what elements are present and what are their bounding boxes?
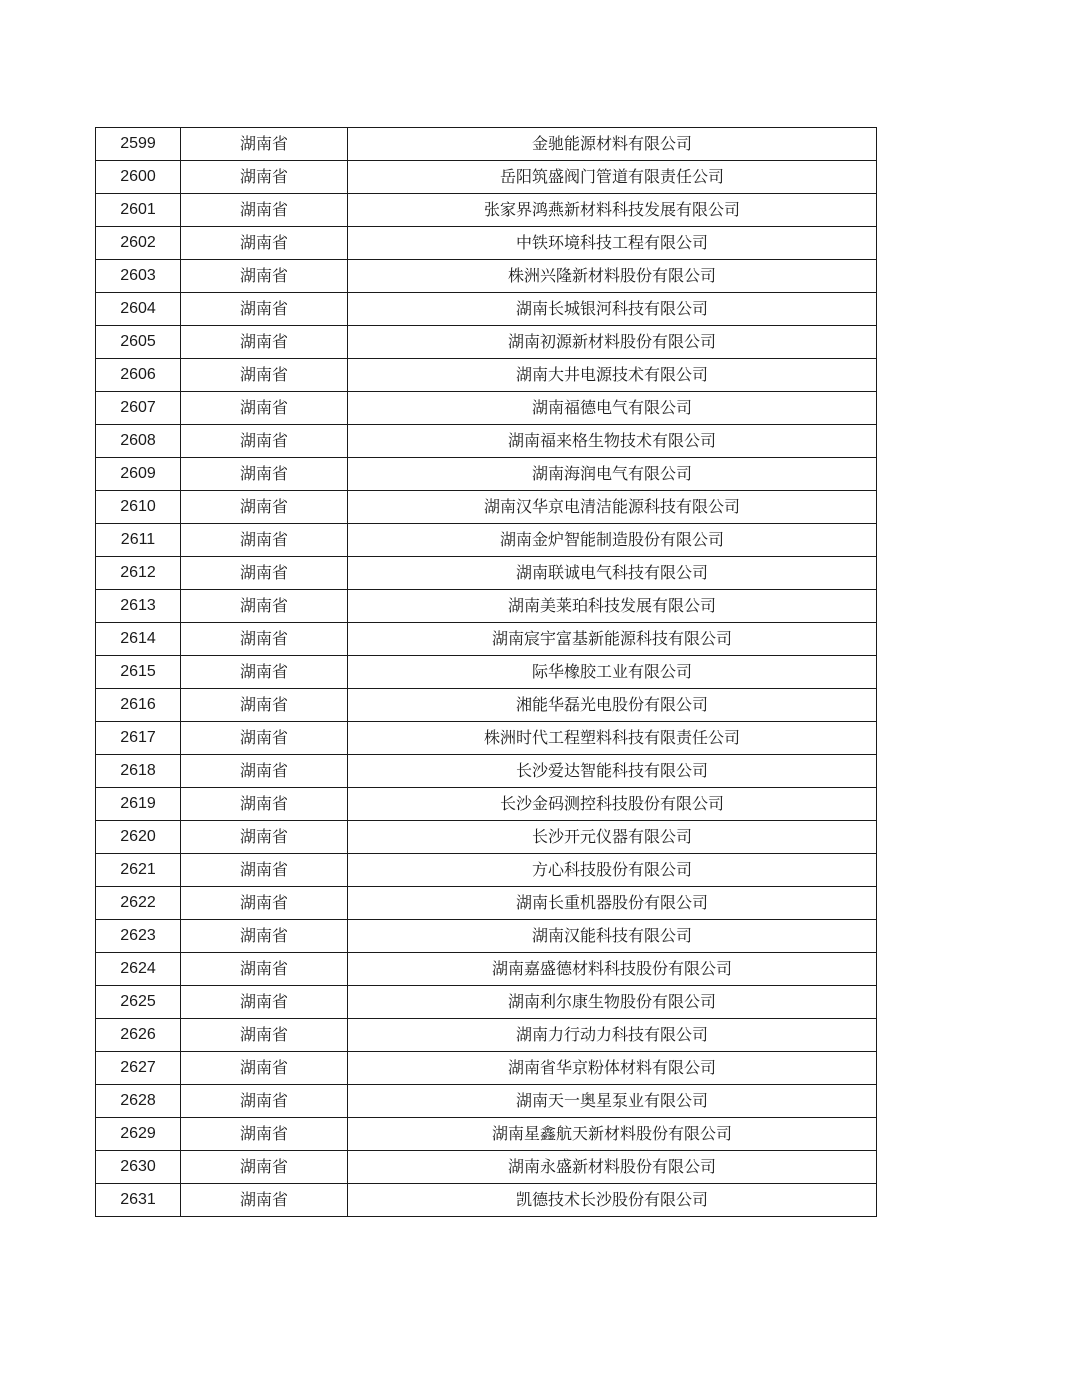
row-province: 湖南省 — [181, 359, 348, 392]
table-row — [96, 359, 877, 392]
table-row — [96, 1184, 877, 1217]
row-province: 湖南省 — [181, 821, 348, 854]
table-row — [96, 491, 877, 524]
row-company: 湖南大井电源技术有限公司 — [348, 359, 877, 392]
table-row — [96, 392, 877, 425]
table-row — [96, 887, 877, 920]
row-company: 湖南利尔康生物股份有限公司 — [348, 986, 877, 1019]
row-number: 2624 — [96, 953, 181, 986]
row-number: 2631 — [96, 1184, 181, 1217]
row-company: 金驰能源材料有限公司 — [348, 128, 877, 161]
row-company: 湖南嘉盛德材料科技股份有限公司 — [348, 953, 877, 986]
row-province: 湖南省 — [181, 656, 348, 689]
row-company: 湖南金炉智能制造股份有限公司 — [348, 524, 877, 557]
row-company: 湘能华磊光电股份有限公司 — [348, 689, 877, 722]
row-province: 湖南省 — [181, 887, 348, 920]
row-province: 湖南省 — [181, 260, 348, 293]
table-row — [96, 1019, 877, 1052]
row-province: 湖南省 — [181, 1052, 348, 1085]
row-company: 凯德技术长沙股份有限公司 — [348, 1184, 877, 1217]
row-number: 2608 — [96, 425, 181, 458]
table-row — [96, 821, 877, 854]
row-number: 2611 — [96, 524, 181, 557]
row-company: 湖南汉华京电清洁能源科技有限公司 — [348, 491, 877, 524]
row-company: 张家界鸿燕新材料科技发展有限公司 — [348, 194, 877, 227]
row-province: 湖南省 — [181, 986, 348, 1019]
row-province: 湖南省 — [181, 1019, 348, 1052]
row-company: 湖南星鑫航天新材料股份有限公司 — [348, 1118, 877, 1151]
row-company: 湖南初源新材料股份有限公司 — [348, 326, 877, 359]
company-list-body — [96, 128, 877, 1217]
row-province: 湖南省 — [181, 392, 348, 425]
row-province: 湖南省 — [181, 491, 348, 524]
row-province: 湖南省 — [181, 128, 348, 161]
row-company: 湖南天一奥星泵业有限公司 — [348, 1085, 877, 1118]
row-company: 湖南长城银河科技有限公司 — [348, 293, 877, 326]
table-row — [96, 722, 877, 755]
table-row — [96, 689, 877, 722]
row-number: 2620 — [96, 821, 181, 854]
row-province: 湖南省 — [181, 326, 348, 359]
row-number: 2617 — [96, 722, 181, 755]
row-number: 2600 — [96, 161, 181, 194]
row-company: 湖南永盛新材料股份有限公司 — [348, 1151, 877, 1184]
table-row — [96, 260, 877, 293]
row-number: 2605 — [96, 326, 181, 359]
row-company: 长沙爱达智能科技有限公司 — [348, 755, 877, 788]
table-row — [96, 656, 877, 689]
table-row — [96, 227, 877, 260]
row-number: 2616 — [96, 689, 181, 722]
row-company: 长沙开元仪器有限公司 — [348, 821, 877, 854]
table-row — [96, 1085, 877, 1118]
row-number: 2601 — [96, 194, 181, 227]
row-province: 湖南省 — [181, 1118, 348, 1151]
row-province: 湖南省 — [181, 524, 348, 557]
row-number: 2602 — [96, 227, 181, 260]
table-row — [96, 953, 877, 986]
row-province: 湖南省 — [181, 623, 348, 656]
row-province: 湖南省 — [181, 755, 348, 788]
row-company: 湖南汉能科技有限公司 — [348, 920, 877, 953]
table-row — [96, 161, 877, 194]
row-company: 湖南省华京粉体材料有限公司 — [348, 1052, 877, 1085]
company-list-table — [95, 127, 877, 1217]
row-company: 湖南海润电气有限公司 — [348, 458, 877, 491]
row-company: 方心科技股份有限公司 — [348, 854, 877, 887]
row-number: 2622 — [96, 887, 181, 920]
row-number: 2607 — [96, 392, 181, 425]
row-number: 2615 — [96, 656, 181, 689]
row-number: 2604 — [96, 293, 181, 326]
row-province: 湖南省 — [181, 788, 348, 821]
table-row — [96, 1151, 877, 1184]
table-row — [96, 1118, 877, 1151]
table-row — [96, 986, 877, 1019]
row-number: 2614 — [96, 623, 181, 656]
table-row — [96, 425, 877, 458]
row-number: 2619 — [96, 788, 181, 821]
row-company: 湖南福德电气有限公司 — [348, 392, 877, 425]
row-company: 株洲时代工程塑料科技有限责任公司 — [348, 722, 877, 755]
row-province: 湖南省 — [181, 689, 348, 722]
row-company: 中铁环境科技工程有限公司 — [348, 227, 877, 260]
row-province: 湖南省 — [181, 854, 348, 887]
table-row — [96, 788, 877, 821]
table-row — [96, 458, 877, 491]
row-number: 2628 — [96, 1085, 181, 1118]
row-number: 2621 — [96, 854, 181, 887]
row-company: 湖南宸宇富基新能源科技有限公司 — [348, 623, 877, 656]
table-row — [96, 1052, 877, 1085]
row-number: 2625 — [96, 986, 181, 1019]
row-number: 2609 — [96, 458, 181, 491]
row-number: 2599 — [96, 128, 181, 161]
row-company: 岳阳筑盛阀门管道有限责任公司 — [348, 161, 877, 194]
row-company: 湖南美莱珀科技发展有限公司 — [348, 590, 877, 623]
row-province: 湖南省 — [181, 1184, 348, 1217]
row-province: 湖南省 — [181, 953, 348, 986]
row-number: 2627 — [96, 1052, 181, 1085]
row-company: 湖南福来格生物技术有限公司 — [348, 425, 877, 458]
row-company: 株洲兴隆新材料股份有限公司 — [348, 260, 877, 293]
row-number: 2623 — [96, 920, 181, 953]
table-row — [96, 557, 877, 590]
table-row — [96, 590, 877, 623]
row-company: 际华橡胶工业有限公司 — [348, 656, 877, 689]
row-number: 2613 — [96, 590, 181, 623]
row-number: 2610 — [96, 491, 181, 524]
row-company: 长沙金码测控科技股份有限公司 — [348, 788, 877, 821]
row-number: 2626 — [96, 1019, 181, 1052]
row-province: 湖南省 — [181, 557, 348, 590]
row-province: 湖南省 — [181, 920, 348, 953]
row-number: 2629 — [96, 1118, 181, 1151]
row-number: 2612 — [96, 557, 181, 590]
table-row — [96, 854, 877, 887]
row-number: 2603 — [96, 260, 181, 293]
row-number: 2606 — [96, 359, 181, 392]
table-row — [96, 524, 877, 557]
table-row — [96, 623, 877, 656]
row-province: 湖南省 — [181, 1151, 348, 1184]
table-row — [96, 326, 877, 359]
table-row — [96, 128, 877, 161]
row-province: 湖南省 — [181, 194, 348, 227]
row-province: 湖南省 — [181, 458, 348, 491]
table-row — [96, 194, 877, 227]
row-company: 湖南长重机器股份有限公司 — [348, 887, 877, 920]
row-company: 湖南联诚电气科技有限公司 — [348, 557, 877, 590]
row-number: 2618 — [96, 755, 181, 788]
row-province: 湖南省 — [181, 293, 348, 326]
row-province: 湖南省 — [181, 1085, 348, 1118]
row-province: 湖南省 — [181, 161, 348, 194]
table-row — [96, 293, 877, 326]
table-row — [96, 755, 877, 788]
row-province: 湖南省 — [181, 425, 348, 458]
row-company: 湖南力行动力科技有限公司 — [348, 1019, 877, 1052]
row-province: 湖南省 — [181, 590, 348, 623]
row-province: 湖南省 — [181, 722, 348, 755]
row-number: 2630 — [96, 1151, 181, 1184]
table-row — [96, 920, 877, 953]
row-province: 湖南省 — [181, 227, 348, 260]
